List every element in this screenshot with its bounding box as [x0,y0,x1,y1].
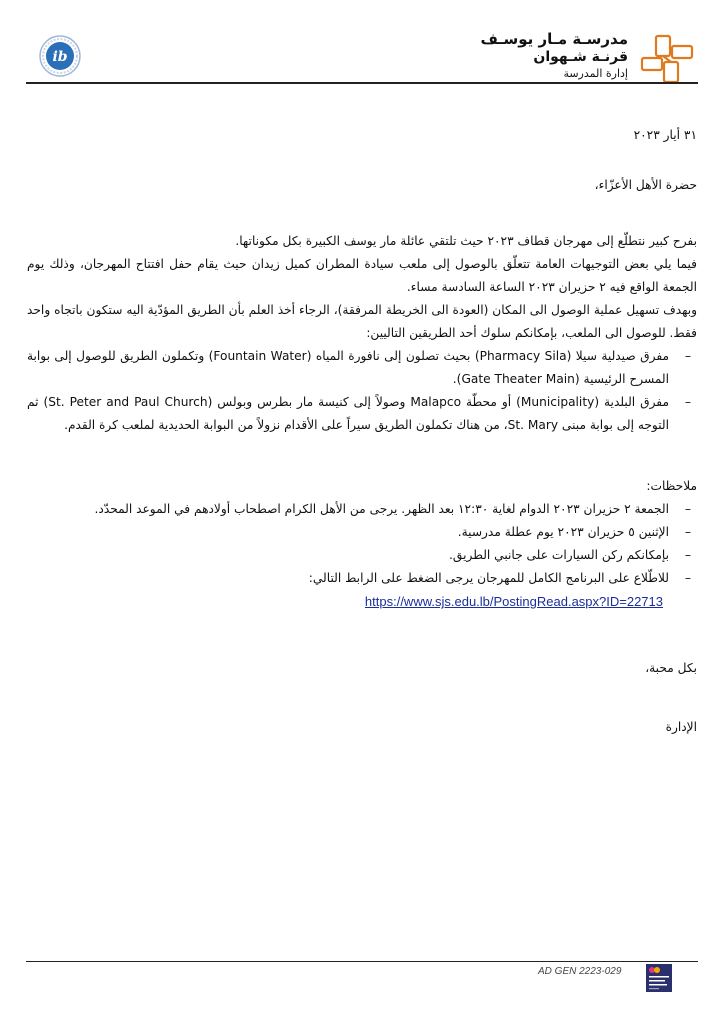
footer-divider [26,961,698,962]
routes-list [27,345,697,437]
letter-body [27,124,697,739]
ib-world-school-logo-icon [38,34,82,78]
note-item: – بإمكانكم ركن السيارات على جانبي الطريق. [27,544,697,567]
svg-text:ib: ib [52,49,68,65]
notes-heading: ملاحظات: [646,479,697,493]
route-item: – مفرق صيدلية سيلا (Pharmacy Sila) بحيث تصلون إلى نافورة المياه (Fountain Water) وتكملون الطريق للوصول إلى بوابة المسرح الرئيسية (Gate Theater Main). [27,345,697,391]
letter-closing: بكل محبة، [645,661,697,675]
header-divider [26,82,698,84]
paragraph-intro: بفرح كبير نتطلّع إلى مهرجان قطاف ٢٠٢٣ حيث تلتقي عائلة مار يوسف الكبيرة بكل مكوناتها. [235,234,697,248]
school-town: قرنـة شـهوان [533,49,628,65]
international-school-award-icon [646,964,672,992]
school-department: إدارة المدرسة [563,67,628,80]
school-name-block [481,30,628,82]
festival-program-link[interactable]: https://www.sjs.edu.lb/PostingRead.aspx?ID=22713 [364,594,663,609]
letterhead [26,18,698,84]
paragraph-access: وبهدف تسهيل عملية الوصول الى المكان (العودة الى الخريطة المرفقة)، الرجاء أخذ العلم بأن الطريق المؤدّية اليه ستكون باتجاه واحد فقط. للوصول الى الملعب، بإمكانكم سلوك أحد الطريقين التاليين: [27,303,697,340]
letter-greeting: حضرة الأهل الأعزّاء، [594,178,697,192]
note-item: – للاطّلاع على البرنامج الكامل للمهرجان يرجى الضغط على الرابط التالي: [27,567,697,590]
letter-signature: الإدارة [665,720,697,734]
school-brand [438,26,698,86]
route-item: – مفرق البلدية (Municipality) أو محطّة Malapco وصولاً إلى كنيسة مار بطرس وبولس (St. Peter and Paul Church) ثم التوجه إلى بوابة مبنى St. Mary، من هناك تكملون الطريق سيراً على الأقدام نزولاً من البوابة الحديدية لملعب كرة القدم. [27,391,697,437]
note-item: – الإثنين ٥ حزيران ٢٠٢٣ يوم عطلة مدرسية. [27,521,697,544]
note-item: – الجمعة ٢ حزيران ٢٠٢٣ الدوام لغاية ١٢:٣٠ بعد الظهر. يرجى من الأهل الكرام اصطحاب أولادهم في الموعد المحدّد. [27,498,697,521]
notes-list [27,498,697,590]
sjs-cross-logo-icon [636,32,698,86]
document-code: AD GEN 2223-029 [538,966,622,977]
paragraph-directions: فيما يلي بعض التوجيهات العامة تتعلّق بالوصول إلى ملعب سيادة المطران كميل زيدان حيث يقام حفل افتتاح المهرجان، وذلك يوم الجمعة الواقع فيه ٢ حزيران ٢٠٢٣ الساعة السادسة مساء. [27,257,697,294]
school-name: مدرسـة مـار يوسـف [480,30,628,48]
letter-date: ٣١ أيار ٢٠٢٣ [633,128,697,142]
